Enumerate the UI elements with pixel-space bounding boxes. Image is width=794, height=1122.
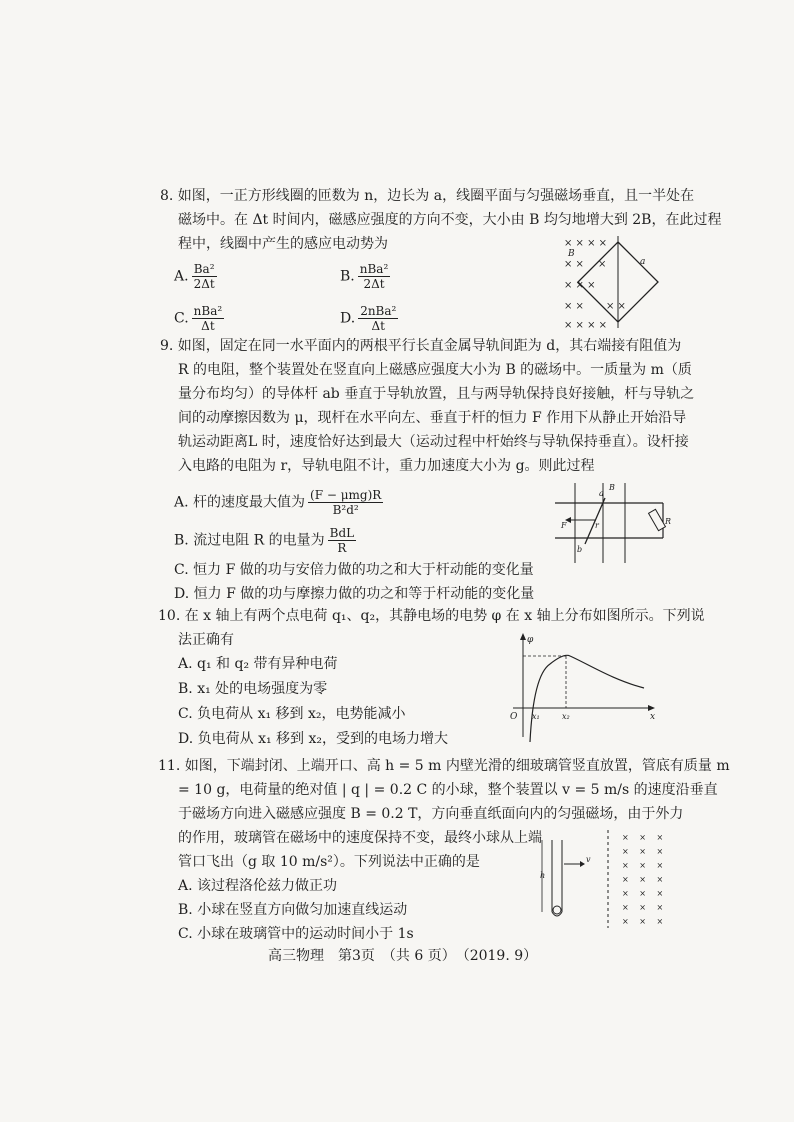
q9-stem-line-3: 量分布均匀）的导体杆 ab 垂直于导轨放置，且与两导轨保持良好接触，杆与导轨之 [178, 386, 695, 402]
q11-option-b: B. 小球在竖直方向做匀加速直线运动 [178, 902, 408, 918]
q9-stem-line-1: 9. 如图，固定在同一水平面内的两根平行长直金属导轨间距为 d，其右端接有阻值为 [160, 338, 682, 354]
q8-stem-line-3: 程中，线圈中产生的感应电动势为 [178, 236, 388, 252]
svg-text:× ×: × × [606, 301, 626, 312]
q11-tube-figure [538, 830, 678, 930]
q8-option-d: D. $\frac{\text{2nBa²}}{\Delta t}$ [340, 304, 397, 333]
svg-text:× × ×: × × × [622, 917, 664, 926]
side-label-a: a [640, 257, 646, 267]
field-label-b: B [568, 249, 575, 259]
q11-option-c: C. 小球在玻璃管中的运动时间小于 1s [178, 926, 414, 942]
svg-text:× × ×: × × × [622, 889, 664, 898]
x-axis-arrow [648, 705, 655, 711]
label-v: v [586, 855, 591, 864]
q10-option-b: B. x₁ 处的电场强度为零 [178, 681, 328, 697]
label-x2: x₂ [562, 712, 570, 721]
potential-curve [530, 655, 644, 742]
label-h: h [540, 871, 546, 880]
q11-stem-line-5: 管口飞出（g 取 10 m/s²）。下列说法中正确的是 [178, 854, 480, 870]
q11-stem-line-2: = 10 g，电荷量的绝对值 | q | = 0.2 C 的小球，整个装置以 v = 5 m/s 的速度沿垂直 [178, 782, 718, 798]
q10-option-d: D. 负电荷从 x₁ 移到 x₂，受到的电场力增大 [178, 731, 448, 747]
q11-stem-line-3: 于磁场方向进入磁感应强度 B = 0.2 T，方向垂直纸面向内的匀强磁场，由于外力 [178, 806, 684, 822]
q11-stem-line-1: 11. 如图，下端封闭、上端开口、高 h = 5 m 内壁光滑的细玻璃管竖直放置，管底有质量 m [158, 758, 730, 774]
svg-text:× × × ×: × × × × [564, 320, 608, 331]
label-x: x [650, 712, 656, 722]
svg-text:× × ×: × × × [622, 903, 664, 912]
label-a: a [599, 489, 604, 498]
label-x1: x₁ [532, 712, 540, 721]
svg-text:×: × [598, 259, 607, 270]
svg-text:× × ×: × × × [622, 861, 664, 870]
label-origin: O [510, 712, 518, 722]
q9-stem-line-5: 轨运动距离L 时，速度恰好达到最大（运动过程中杆始终与导轨保持垂直）。设杆接 [178, 434, 689, 450]
svg-text:× × ×: × × × [622, 875, 664, 884]
label-f: F [561, 521, 567, 530]
q8-stem-line-2: 磁场中。在 Δt 时间内，磁感应强度的方向不变，大小由 B 均匀地增大到 2B，在此过程 [178, 212, 722, 228]
ball [553, 906, 561, 914]
q8-option-b: B. $\frac{\text{nBa²}}{2\Delta t}$ [340, 262, 389, 291]
field-crosses [622, 833, 663, 926]
svg-text:× × ×: × × × [622, 847, 664, 856]
q10-option-a: A. q₁ 和 q₂ 带有异种电荷 [178, 656, 338, 672]
q10-stem-line-1: 10. 在 x 轴上有两个点电荷 q₁、q₂，其静电场的电势 φ 在 x 轴上分布如图所示。下列说 [158, 608, 705, 624]
label-resistor-r: R [665, 517, 672, 526]
q9-option-d: D. 恒力 F 做的功与摩擦力做的功之和等于杆动能的变化量 [174, 586, 535, 602]
q9-stem-line-4: 间的动摩擦因数为 μ，现杆在水平向左、垂直于杆的恒力 F 作用下从静止开始沿导 [178, 410, 687, 426]
q11-stem-line-4: 的作用，玻璃管在磁场中的速度保持不变，最终小球从上端 [178, 830, 542, 846]
q11-option-a: A. 该过程洛伦兹力做正功 [178, 878, 338, 894]
q10-potential-graph [508, 632, 658, 742]
q9-rail-figure [555, 478, 675, 568]
phi-axis-arrow [520, 633, 526, 640]
q8-coil-figure [558, 234, 668, 334]
q9-stem-line-2: R 的电阻，整个装置处在竖直向上磁感应强度大小为 B 的磁场中。一质量为 m（质 [178, 362, 692, 378]
label-b: b [577, 545, 583, 554]
q9-option-a: A. 杆的速度最大值为 $\frac{\text{(F − μmg)R}}{\text{B²d²}}$ [174, 488, 382, 517]
q8-option-a: A. $\frac{\text{Ba²}}{2\Delta t}$ [174, 262, 215, 291]
field-lower-crosses [598, 259, 626, 312]
q10-option-c: C. 负电荷从 x₁ 移到 x₂，电势能减小 [178, 706, 406, 722]
q9-stem-line-6: 入电路的电阻为 r，导轨电阻不计，重力加速度大小为 g。则此过程 [178, 458, 595, 474]
svg-text:× ×: × × [564, 301, 584, 312]
q8-option-c: C. $\frac{\text{nBa²}}{\Delta t}$ [174, 304, 223, 333]
q9-option-c: C. 恒力 F 做的功与安倍力做的功之和大于杆动能的变化量 [174, 562, 534, 578]
svg-text:× × ×: × × × [564, 280, 596, 291]
q10-stem-line-2: 法正确有 [178, 632, 234, 648]
svg-text:× ×: × × [564, 259, 584, 270]
svg-text:× × ×: × × × [622, 833, 664, 842]
q8-stem-line-1: 8. 如图，一正方形线圈的匝数为 n，边长为 a，线圈平面与匀强磁场垂直，且一半处在 [160, 188, 695, 204]
label-field-b: B [609, 483, 615, 492]
page-footer: 高三物理 第3页 （共 6 页） （2019. 9） [268, 948, 538, 964]
velocity-arrow-head [580, 861, 585, 867]
label-r: r [595, 521, 599, 530]
svg-text:× × × ×: × × × × [564, 238, 608, 249]
q9-option-b: B. 流过电阻 R 的电量为 $\frac{\text{BdL}}{R}$ [174, 526, 355, 555]
label-phi: φ [527, 635, 534, 645]
